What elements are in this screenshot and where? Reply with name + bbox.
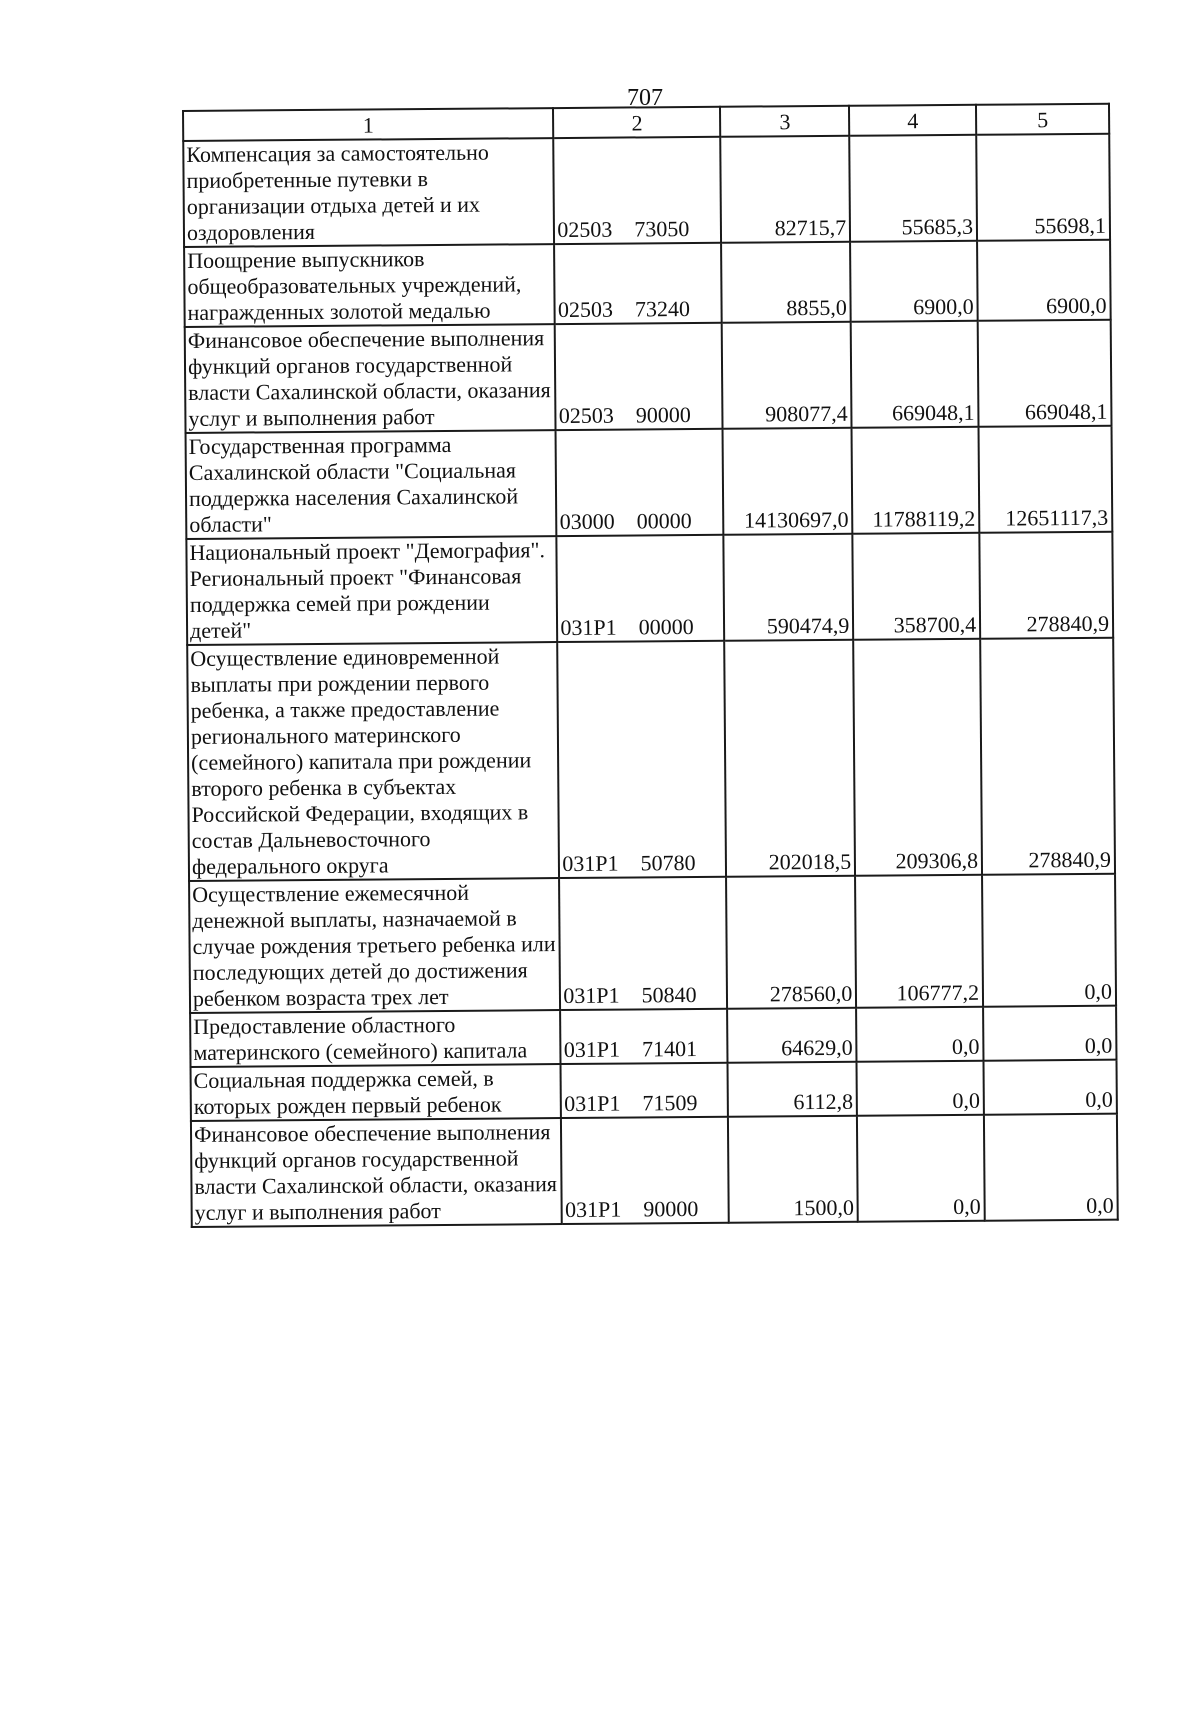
- row-value-col4: 0,0: [856, 1007, 983, 1062]
- row-code-cell: [561, 1117, 729, 1224]
- row-code-cell: [559, 877, 727, 1010]
- row-value-col4: 669048,1: [851, 321, 979, 428]
- code-part-b: 50840: [641, 981, 697, 1008]
- row-value-col5: 278840,9: [979, 532, 1113, 639]
- table-row: [191, 1060, 1117, 1121]
- row-value-col4: 0,0: [857, 1115, 985, 1222]
- row-code-cell: [561, 1063, 728, 1118]
- row-value-col3: 82715,7: [721, 136, 851, 243]
- code-part-a: 031P1: [562, 850, 619, 877]
- row-value-col5: 0,0: [983, 1006, 1116, 1061]
- row-name-cell: Компенсация за самостоятельно приобретенные путевки в организации отдыха детей и их оздоровления: [183, 138, 554, 247]
- code-part-b: 90000: [635, 402, 691, 428]
- row-value-col5: 0,0: [982, 874, 1116, 1007]
- page-number: 707: [627, 85, 663, 111]
- row-value-col3: 1500,0: [728, 1116, 858, 1223]
- row-value-col5: 669048,1: [978, 320, 1112, 427]
- table-row: [187, 638, 1115, 881]
- row-value-col3: 278560,0: [727, 876, 857, 1009]
- column-header: 5: [976, 104, 1109, 135]
- row-value-col3: 590474,9: [724, 534, 854, 641]
- row-value-col4: 11788119,2: [852, 427, 980, 534]
- row-value-col3: 64629,0: [728, 1008, 857, 1063]
- row-name-cell: Осуществление единовременной выплаты при рождении первого ребенка, а также предоставление регионального материнского (семейного) капитала при рождении второго ребенка в субъектах Российской Федерации, входящих в состав Дальневосточного федерального округа: [187, 642, 559, 881]
- row-value-col4: 358700,4: [853, 533, 981, 640]
- code-part-a: 031P1: [563, 1036, 621, 1063]
- row-value-col5: 6900,0: [977, 240, 1111, 321]
- row-code-cell: [558, 641, 727, 878]
- code-part-b: 90000: [643, 1195, 699, 1222]
- row-value-col5: 0,0: [984, 1060, 1117, 1115]
- row-value-col4: 0,0: [857, 1061, 984, 1116]
- code-part-b: 00000: [638, 613, 694, 640]
- row-name-cell: Финансовое обеспечение выполнения функций органов государственной власти Сахалинской области, оказания услуг и выполнения работ: [191, 1118, 562, 1227]
- row-value-col5: 12651117,3: [979, 426, 1113, 533]
- row-value-col3: 908077,4: [722, 322, 852, 429]
- column-header: 1: [183, 108, 554, 141]
- table-row: [190, 1006, 1116, 1067]
- row-name-cell: Финансовое обеспечение выполнения функций органов государственной власти Сахалинской области, оказания услуг и выполнения работ: [185, 324, 556, 433]
- code-part-b: 71401: [641, 1035, 698, 1062]
- row-name-cell: Социальная поддержка семей, в которых рожден первый ребенок: [191, 1064, 562, 1121]
- row-name-cell: Предоставление областного материнского (семейного) капитала: [190, 1010, 561, 1067]
- code-part-a: 031P1: [560, 614, 617, 641]
- code-part-b: 50780: [640, 849, 696, 876]
- code-part-a: 02503: [557, 296, 614, 323]
- row-code-cell: [555, 323, 723, 430]
- row-value-col4: 106777,2: [855, 875, 983, 1008]
- row-value-col5: 278840,9: [980, 638, 1115, 875]
- budget-table: [182, 103, 1119, 1228]
- budget-table-wrapper: [182, 103, 1119, 1228]
- code-part-a: 02503: [558, 402, 614, 429]
- code-part-a: 031P1: [564, 1090, 621, 1117]
- table-row: [189, 874, 1116, 1013]
- row-value-col3: 8855,0: [722, 242, 851, 323]
- row-code-cell: [560, 1009, 727, 1064]
- column-header: 2: [553, 107, 720, 138]
- row-code-cell: [556, 429, 724, 536]
- row-value-col4: 55685,3: [850, 135, 978, 242]
- table-row: [184, 240, 1111, 327]
- code-part-b: 00000: [636, 508, 692, 534]
- column-header: 3: [720, 106, 849, 137]
- row-code-cell: [554, 137, 722, 244]
- code-part-b: 71509: [642, 1089, 698, 1116]
- row-code-cell: [557, 535, 725, 642]
- row-code-cell: [554, 243, 722, 324]
- code-part-a: 031P1: [563, 982, 620, 1009]
- code-part-b: 73240: [634, 296, 691, 322]
- table-row: [186, 426, 1113, 539]
- code-part-a: 02503: [557, 216, 613, 243]
- row-value-col5: 0,0: [984, 1114, 1118, 1221]
- column-header: 4: [849, 105, 976, 136]
- table-row: [186, 532, 1113, 645]
- row-name-cell: Поощрение выпускников общеобразовательных учреждений, награжденных золотой медалью: [184, 244, 555, 327]
- row-value-col3: 6112,8: [728, 1062, 857, 1117]
- row-value-col4: 6900,0: [850, 241, 977, 322]
- row-value-col5: 55698,1: [976, 134, 1110, 241]
- code-part-b: 73050: [634, 216, 690, 242]
- table-row: [185, 320, 1112, 433]
- code-part-a: 03000: [559, 508, 615, 535]
- code-part-a: 031P1: [564, 1196, 622, 1223]
- row-name-cell: Государственная программа Сахалинской области "Социальная поддержка населения Сахалинской области": [186, 430, 557, 539]
- row-value-col3: 14130697,0: [723, 428, 853, 535]
- row-value-col4: 209306,8: [853, 639, 982, 876]
- row-name-cell: Национальный проект "Демография". Региональный проект "Финансовая поддержка семей при рождении детей": [186, 536, 557, 645]
- table-row: [191, 1114, 1118, 1227]
- row-name-cell: Осуществление ежемесячной денежной выплаты, назначаемой в случае рождения третьего ребенка или последующих детей до достижения ребенком возраста трех лет: [189, 878, 560, 1013]
- table-row: [183, 134, 1110, 247]
- row-value-col3: 202018,5: [725, 640, 856, 877]
